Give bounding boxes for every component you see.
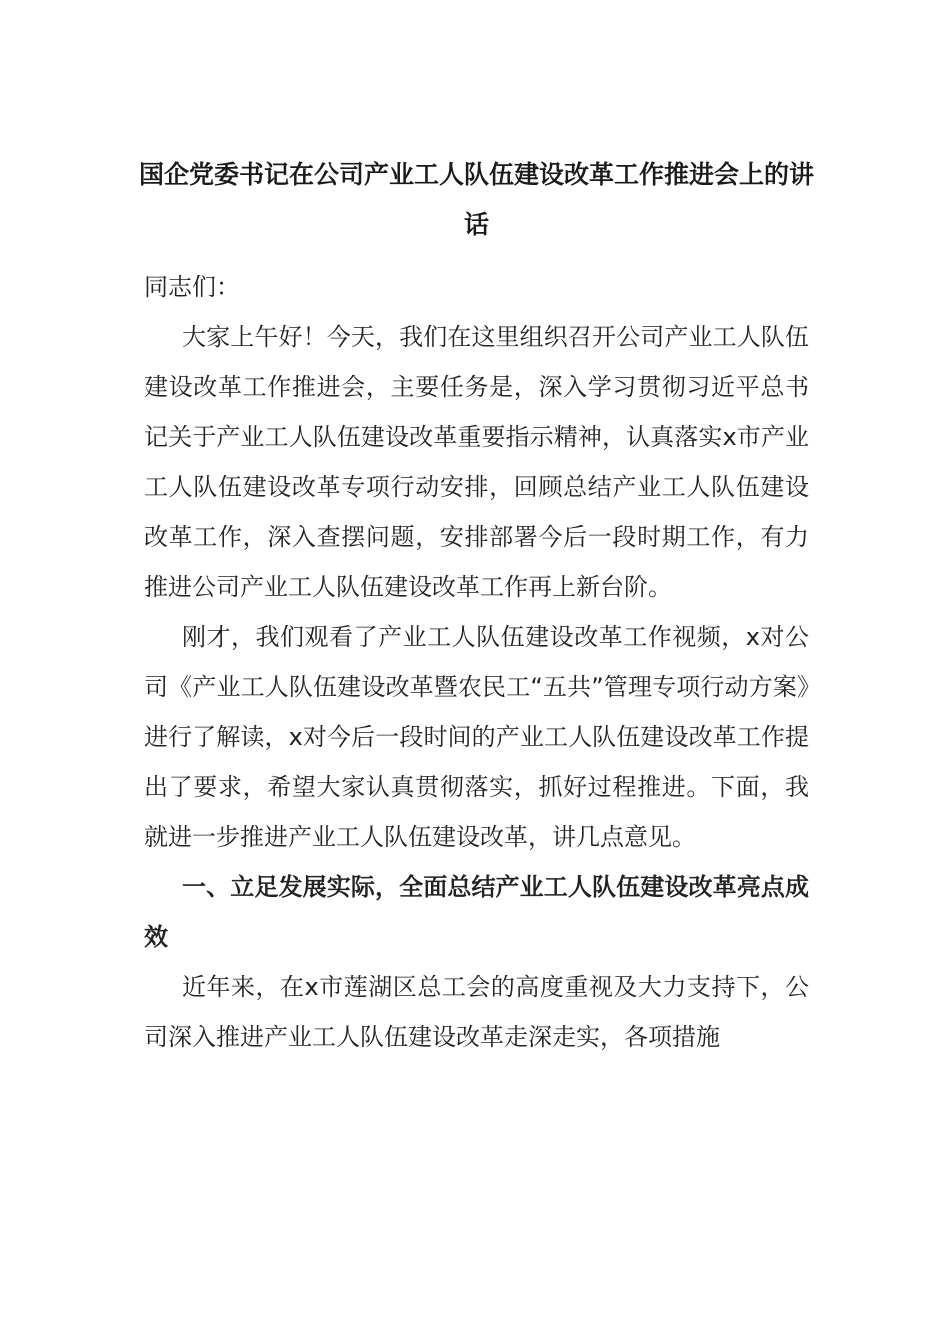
document-title: 国企党委书记在公司产业工人队伍建设改革工作推进会上的讲话	[138, 160, 814, 239]
document-page	[138, 150, 814, 1062]
paragraph-section-one: 近年来，在x市莲湖区总工会的高度重视及大力支持下，公司深入推进产业工人队伍建设改革走深走实，各项措施	[144, 973, 809, 1051]
paragraph-review: 刚才，我们观看了产业工人队伍建设改革工作视频，x对公司《产业工人队伍建设改革暨农民工“五共”管理专项行动方案》进行了解读，x对今后一段时间的产业工人队伍建设改革工作提出了要求，希望大家认真贯彻落实，抓好过程推进。下面，我就进一步推进产业工人队伍建设改革，讲几点意见。	[144, 623, 809, 851]
paragraph-opening: 大家上午好！今天，我们在这里组织召开公司产业工人队伍建设改革工作推进会，主要任务是，深入学习贯彻习近平总书记关于产业工人队伍建设改革重要指示精神，认真落实x市产业工人队伍建设改革专项行动安排，回顾总结产业工人队伍建设改革工作，深入查摆问题，安排部署今后一段时期工作，有力推进公司产业工人队伍建设改革工作再上新台阶。	[144, 323, 809, 601]
salutation: 同志们：	[144, 273, 240, 301]
section-heading: 一、立足发展实际，全面总结产业工人队伍建设改革亮点成效	[144, 873, 809, 951]
